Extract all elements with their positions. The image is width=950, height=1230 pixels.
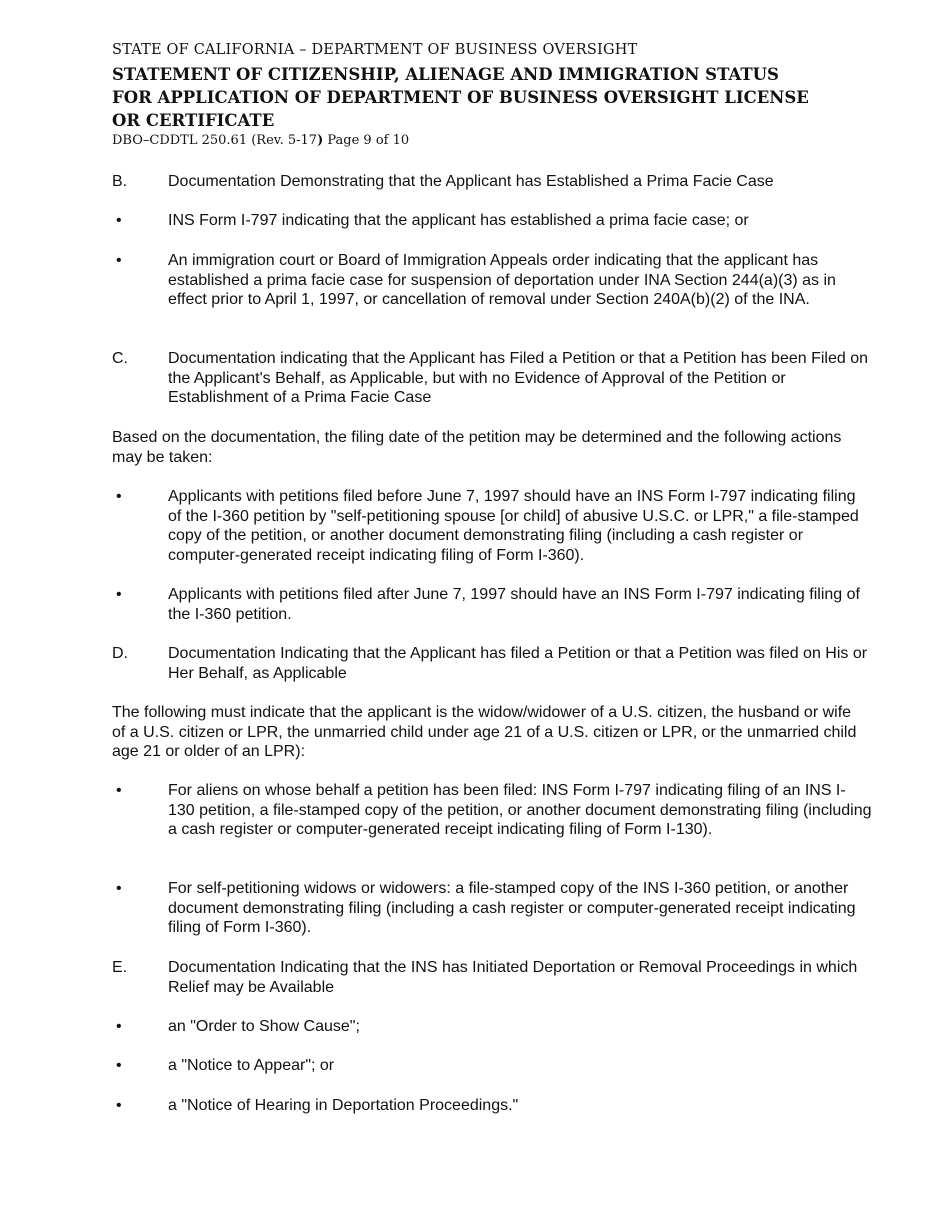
list-item-text: For self-petitioning widows or widowers: a file-stamped copy of the INS I-360 petition, or another document demonstrating filing (including a cash register or computer-generated receipt indicating filing of Form I-360). — [168, 880, 856, 937]
form-title-line: FOR APPLICATION OF DEPARTMENT OF BUSINESS OVERSIGHT LICENSE — [112, 88, 809, 107]
bullet: • — [116, 1018, 122, 1035]
section-heading-text: Documentation indicating that the Applicant has Filed a Petition or that a Petition has been Filed on the Applicant's Behalf, as Applicable, but with no Evidence of Approval of the Petition or Establishment of a Prima Facie Case — [168, 350, 868, 407]
list-item — [112, 487, 872, 565]
section-c-intro: Based on the documentation, the filing date of the petition may be determined and the following actions may be taken: — [112, 429, 842, 466]
bullet: • — [116, 1057, 122, 1074]
form-id: DBO–CDDTL 250.61 (Rev. 5-17 — [112, 133, 318, 148]
list-item — [112, 879, 872, 938]
section-d-heading — [112, 644, 872, 683]
section-marker: D. — [112, 645, 128, 662]
list-item-text: For aliens on whose behalf a petition has been filed: INS Form I-797 indicating filing of an INS I-130 petition, a file-stamped copy of the petition, or another document demonstrating filing (including a cash register or computer-generated receipt indicating filing of Form I-130). — [168, 782, 872, 839]
section-d-intro: The following must indicate that the applicant is the widow/widower of a U.S. citizen, the husband or wife of a U.S. citizen or LPR, the unmarried child under age 21 of a U.S. citizen or LPR, or the unmarried child age 21 or older of an LPR): — [112, 704, 857, 761]
bullet: • — [116, 252, 122, 269]
form-title-line: STATEMENT OF CITIZENSHIP, ALIENAGE AND IMMIGRATION STATUS — [112, 65, 779, 84]
list-item — [112, 1096, 872, 1116]
bullet: • — [116, 1097, 122, 1114]
agency-header: STATE OF CALIFORNIA – DEPARTMENT OF BUSINESS OVERSIGHT — [112, 42, 638, 58]
form-title — [112, 63, 809, 132]
form-title-line: OR CERTIFICATE — [112, 111, 275, 130]
section-heading-text: Documentation Demonstrating that the Applicant has Established a Prima Facie Case — [168, 173, 774, 190]
list-item — [112, 251, 872, 310]
bullet: • — [116, 586, 122, 603]
section-b-heading — [112, 172, 872, 192]
list-item — [112, 1017, 872, 1037]
list-item — [112, 211, 872, 231]
page-info: Page 9 of 10 — [323, 133, 410, 148]
section-heading-text: Documentation Indicating that the INS has Initiated Deportation or Removal Proceedings in which Relief may be Available — [168, 959, 858, 996]
bullet: • — [116, 212, 122, 229]
section-marker: C. — [112, 350, 128, 367]
section-marker: E. — [112, 959, 128, 976]
section-marker: B. — [112, 173, 128, 190]
list-item-text: An immigration court or Board of Immigration Appeals order indicating that the applicant has established a prima facie case for suspension of deportation under INA Section 244(a)(3) as in effect prior to April 1, 1997, or cancellation of removal under Section 240A(b)(2) of the INA. — [168, 252, 836, 309]
list-item-text: a "Notice of Hearing in Deportation Proceedings." — [168, 1097, 519, 1114]
section-c-heading — [112, 349, 872, 408]
list-item-text: INS Form I-797 indicating that the applicant has established a prima facie case; or — [168, 212, 749, 229]
list-item-text: a "Notice to Appear"; or — [168, 1057, 335, 1074]
bullet: • — [116, 488, 122, 505]
list-item-text: an "Order to Show Cause"; — [168, 1018, 360, 1035]
list-item — [112, 781, 872, 840]
bullet: • — [116, 782, 122, 799]
list-item-text: Applicants with petitions filed before June 7, 1997 should have an INS Form I-797 indicating filing of the I-360 petition by "self-petitioning spouse [or child] of abusive U.S.C. or LPR," a file-stamped copy of the petition, or another document demonstrating filing (including a cash register or computer-generated receipt indicating filing of Form I-360). — [168, 488, 859, 564]
section-e-heading — [112, 958, 872, 997]
list-item — [112, 585, 872, 624]
form-number-line — [112, 133, 409, 148]
form-id-paren: ) — [317, 133, 324, 148]
list-item-text: Applicants with petitions filed after June 7, 1997 should have an INS Form I-797 indicating filing of the I-360 petition. — [168, 586, 860, 623]
section-heading-text: Documentation Indicating that the Applicant has filed a Petition or that a Petition was filed on His or Her Behalf, as Applicable — [168, 645, 868, 682]
bullet: • — [116, 880, 122, 897]
list-item — [112, 1056, 872, 1076]
